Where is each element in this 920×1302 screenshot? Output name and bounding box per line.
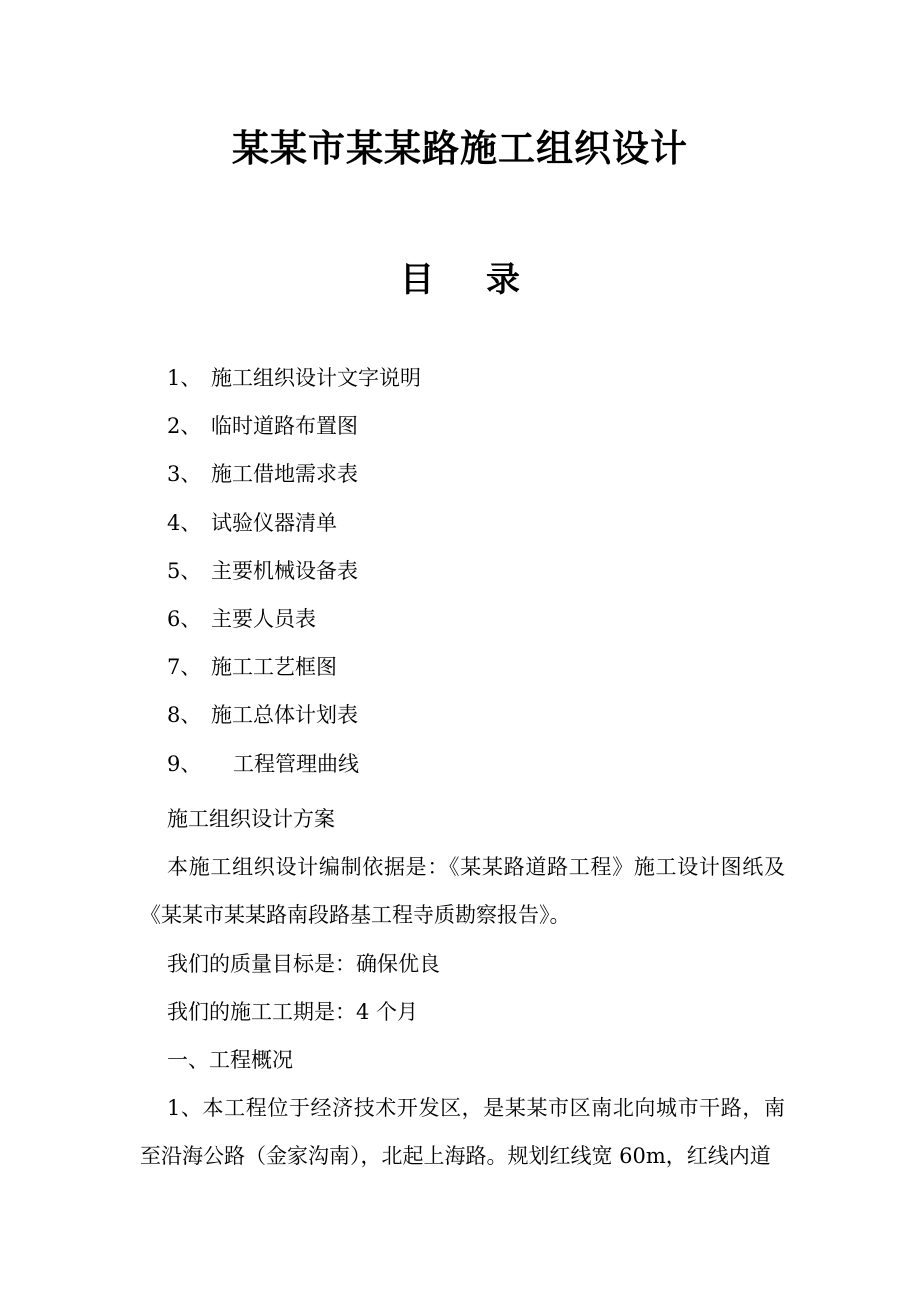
toc-item-label: 施工工艺框图 xyxy=(211,655,337,680)
toc-item-number: 6、 xyxy=(167,606,202,631)
toc-heading-left: 目 xyxy=(400,260,434,300)
paragraph: 我们的质量目标是：确保优良 xyxy=(167,951,440,976)
toc-item-number: 2、 xyxy=(167,414,202,439)
toc-item-label: 施工总体计划表 xyxy=(211,703,358,728)
toc-item-label: 施工借地需求表 xyxy=(211,462,358,487)
toc-item xyxy=(167,698,421,746)
toc-heading xyxy=(0,256,920,304)
toc-item xyxy=(167,650,421,698)
section-heading: 一、工程概况 xyxy=(167,1048,293,1073)
toc-item xyxy=(167,747,421,795)
toc-item-label: 工程管理曲线 xyxy=(233,751,359,776)
toc-item xyxy=(167,506,421,554)
toc-item-label: 临时道路布置图 xyxy=(211,414,358,439)
toc-item-number: 4、 xyxy=(167,510,202,535)
paragraph: 我们的施工工期是：4 个月 xyxy=(167,999,419,1024)
toc-item-label: 主要人员表 xyxy=(211,606,316,631)
toc-item-label: 试验仪器清单 xyxy=(211,510,337,535)
paragraph: 1、本工程位于经济技术开发区，是某某市区南北向城市干路，南至沿海公路（金家沟南），北起上海路。规划红线宽 60m，红线内道 xyxy=(140,1096,785,1169)
toc-item xyxy=(167,361,421,409)
toc-item xyxy=(167,602,421,650)
toc-heading-right: 录 xyxy=(486,260,520,300)
paragraph: 本施工组织设计编制依据是：《某某路道路工程》施工设计图纸及《某某市某某路南段路基工程寺质勘察报告》。 xyxy=(140,855,785,928)
toc-item-label: 主要机械设备表 xyxy=(211,558,358,583)
document-title: 某某市某某路施工组织设计 xyxy=(232,126,688,170)
toc-item-number: 5、 xyxy=(167,558,202,583)
toc-item xyxy=(167,554,421,602)
toc-item-number: 7、 xyxy=(167,655,202,680)
section-heading: 施工组织设计方案 xyxy=(167,807,335,831)
toc-list xyxy=(167,361,421,795)
toc-item-number: 9、 xyxy=(167,751,202,776)
toc-item-label: 施工组织设计文字说明 xyxy=(211,366,421,390)
document-body xyxy=(140,795,785,1181)
toc-item xyxy=(167,409,421,457)
toc-item-number: 8、 xyxy=(167,703,202,728)
toc-item-number: 1、 xyxy=(167,366,202,390)
toc-item xyxy=(167,457,421,505)
toc-item-number: 3、 xyxy=(167,462,202,487)
